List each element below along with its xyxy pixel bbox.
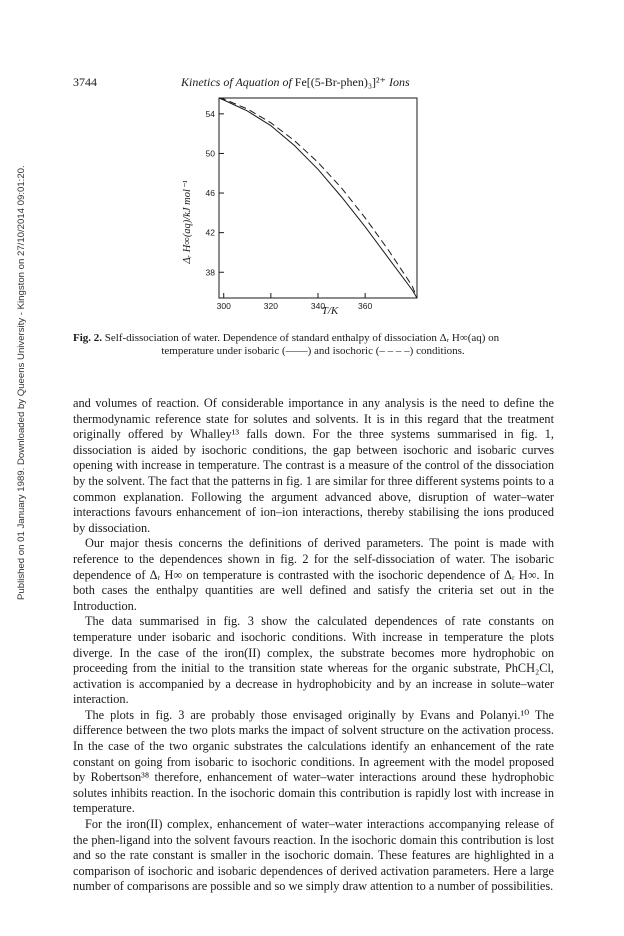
figure-2 bbox=[170, 92, 470, 317]
isobaric-curve bbox=[219, 98, 417, 298]
y-tick-label: 46 bbox=[205, 188, 215, 199]
download-stamp-text: Published on 01 January 1989. Downloaded by Queens University - Kingston on 27/10/2014 09:01:20. bbox=[16, 165, 27, 600]
isochoric-curve bbox=[219, 98, 417, 298]
caption-label: Fig. 2. bbox=[73, 332, 103, 344]
caption-text-2: temperature under isobaric (——) and isochoric (– – – –) conditions. bbox=[161, 345, 465, 357]
caption-text-1: Self-dissociation of water. Dependence of standard enthalpy of dissociation Δᵣ H∞(aq) on bbox=[102, 332, 500, 344]
y-tick-label: 42 bbox=[205, 227, 215, 238]
running-head bbox=[73, 75, 553, 91]
body-text bbox=[73, 396, 554, 895]
paragraph-1: and volumes of reaction. Of considerable importance in any analysis is the need to define the thermodynamic reference state for solutes and solvents. It is in this regard that the treatment originally offered by Whalley¹³ falls down. For the three systems summarised in fig. 1, dissociation is aided by isochoric conditions, the gap between isochoric and isobaric curves opening with increase in temperature. The contrast is a measure of the control of the dissociation by the solvent. The fact that the patterns in fig. 1 are similar for three different systems points to a common explanation. Following the argument advanced above, disruption of water–water interactions favours enhancement of ion–ion interactions, thereby stabilising the ions produced by dissociation. bbox=[73, 396, 554, 535]
x-tick-label: 360 bbox=[358, 301, 373, 311]
y-tick-label: 38 bbox=[205, 267, 215, 278]
paragraph-2: Our major thesis concerns the definitions of derived parameters. The point is made with reference to the dependences shown in fig. 2 for the self-dissociation of water. The isobaric dependence of Δᵣ H∞ on temperature is contrasted with the isochoric dependence of Δᵣ H∞. In both cases the enthalpy quantities are well defined and satisfy the criteria set out in the Introduction. bbox=[73, 536, 554, 613]
paragraph-4: The plots in fig. 3 are probably those envisaged originally by Evans and Polanyi.¹⁰ The difference between the two plots marks the impact of solvent structure on the activation process. In the case of the two organic substrates the calculations identify an enhancement of the rate constant on going from isobaric to isochoric conditions. In agreement with the model proposed by Robertson³⁸ therefore, enhancement of water–water interactions around these hydrophobic solutes inhibits reaction. In the isochoric domain this contribution is rapidly lost with increase in temperature. bbox=[73, 707, 554, 816]
x-axis-label: T/K bbox=[321, 305, 339, 317]
running-title-prefix: Kinetics of Aquation of bbox=[181, 75, 295, 89]
x-tick-label: 300 bbox=[216, 301, 231, 311]
y-tick-label: 54 bbox=[205, 108, 215, 119]
download-stamp bbox=[6, 40, 27, 600]
figure-caption bbox=[73, 332, 553, 358]
paragraph-3: The data summarised in fig. 3 show the calculated dependences of rate constants on temperature under isobaric and isochoric conditions. With increase in temperature the plots diverge. In the case of the iron(II) complex, the substrate becomes more hydrophobic on proceeding from the initial to the transition state whereas for the organic substrate, PhCH₂Cl, activation is accompanied by a decrease in hydrophobicity and by an increase in solute–water interaction. bbox=[73, 614, 554, 707]
running-title-suffix: Ions bbox=[385, 75, 410, 89]
y-tick-label: 50 bbox=[205, 148, 215, 159]
x-tick-label: 340 bbox=[310, 301, 326, 311]
x-tick-label: 320 bbox=[263, 301, 278, 311]
page-number: 3744 bbox=[73, 75, 97, 89]
running-title-ion: Fe[(5-Br-phen)₃]²⁺ bbox=[294, 75, 386, 89]
y-axis-label: Δᵣ H∞(aq)/kJ mol⁻¹ bbox=[182, 180, 193, 264]
enthalpy-chart bbox=[170, 92, 470, 317]
running-title bbox=[181, 75, 410, 90]
paragraph-5: For the iron(II) complex, enhancement of water–water interactions accompanying release of the phen-ligand into the solvent favours reaction. In the isochoric domain this contribution is lost and so the rate constant is smaller in the isochoric domain. These features are highlighted in a comparison of isochoric and isobaric dependences of derived activation parameters. Here a large number of comparisons are possible and so we simply draw attention to a number of possibilities. bbox=[73, 817, 554, 894]
plot-frame bbox=[219, 98, 417, 298]
